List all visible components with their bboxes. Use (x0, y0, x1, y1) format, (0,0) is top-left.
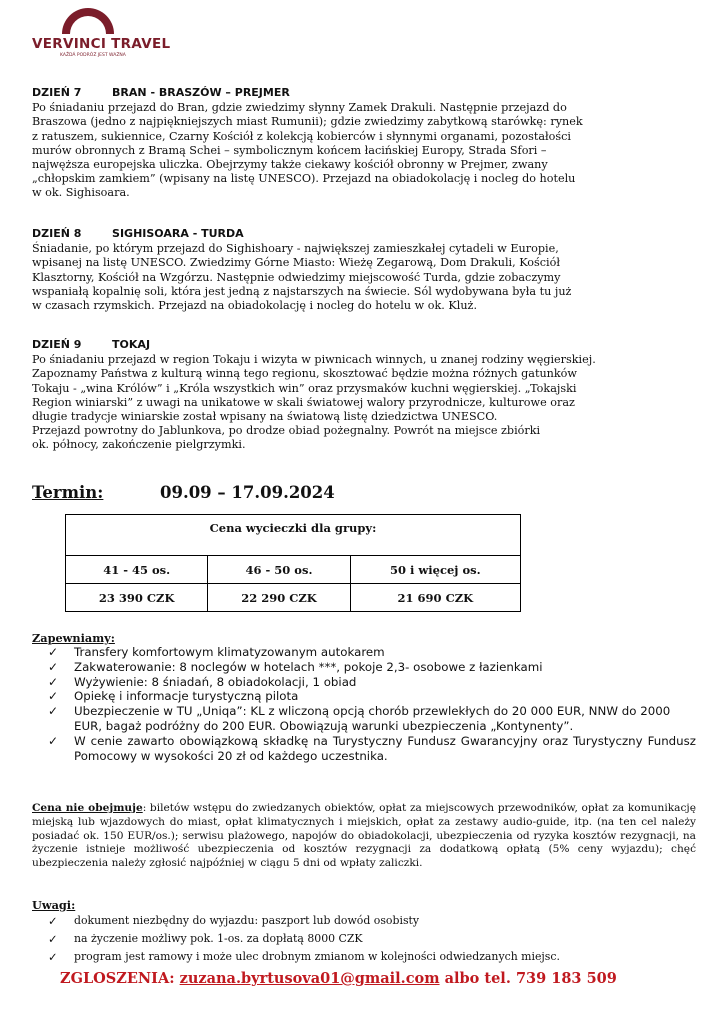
day-9-text: Po śniadaniu przejazd w region Tokaju i wizyta w piwnicach winnych, u znanej rodziny węgierskiej. Zapoznamy Państwa z kulturą winną tego regionu, skosztować będzie można różnych gatunków Tokaju - „wina Królów” i „Króla wszystkich win” oraz przysmaków kuchni węgierskiej. „Tokajski Region winiarski” z uwagi na unikatowe w skali światowej walory przyrodnicze, kulturowe oraz długie tradycje winiarskie został wpisany na światową listę dziedzictwa UNESCO. Przejazd powrotny do Jablunkova, po drodze obiad pożegnalny. Powrót na miejsce zbiórki ok. północy, zakończenie pielgrzymki. (32, 353, 596, 452)
day-9-section (32, 338, 692, 453)
excluded-section (32, 802, 696, 871)
day-8-heading (32, 227, 692, 241)
list-item-text: dokument niezbędny do wyjazdu: paszport lub dowód osobisty (74, 914, 420, 927)
contact-label: ZGLOSZENIA: (60, 970, 175, 987)
price-table-title: Cena wycieczki dla grupy: (66, 515, 521, 556)
notes-section (32, 898, 696, 966)
excluded-text: : biletów wstępu do zwiedzanych obiektów, opłat za miejscowych przewodników, opłat za komunikację miejską lub wjazdowych do miast, opłat klimatycznych i miejskich, opłat za zestawy audio-guide, itp. (na ten cel należy posiadać ok. 150 EUR/os.); serwisu plażowego, napojów do obiadokolacji, ubezpieczenia od ryzyka kosztów rezygnacji, na życzenie istnieje możliwość ubezpieczenia od kosztów rezygnacji za dodatkową opłatą (5% ceny wyjazdu); chęć ubezpieczenia należy zgłosić najpóźniej w ciągu 5 dni od wpłaty zaliczki. (32, 802, 696, 870)
checkmark-icon: ✓ (48, 733, 59, 748)
excluded-title: Cena nie obejmuje (32, 802, 143, 814)
group-size-cell: 46 - 50 os. (208, 556, 350, 584)
list-item (32, 948, 696, 966)
list-item (32, 912, 696, 930)
price-table (65, 514, 521, 612)
list-item-text: Wyżywienie: 8 śniadań, 8 obiadokolacji, 1 obiad (74, 674, 357, 689)
notes-list (32, 912, 696, 966)
price-table-group-row (66, 556, 521, 584)
price-cell: 23 390 CZK (66, 584, 208, 612)
list-item (32, 645, 696, 660)
day-9-label: DZIEŃ 9 (32, 338, 82, 351)
list-item (32, 675, 696, 690)
contact-phone: 739 183 509 (515, 970, 617, 987)
day-8-title: SIGHISOARA - TURDA (112, 227, 244, 240)
contact-email-link[interactable]: zuzana.byrtusova01@gmail.com (179, 970, 440, 987)
checkmark-icon: ✓ (48, 950, 58, 964)
group-size-cell: 41 - 45 os. (66, 556, 208, 584)
price-table-price-row (66, 584, 521, 612)
termin (32, 483, 335, 502)
list-item (32, 734, 696, 764)
list-item-text: na życzenie możliwy pok. 1-os. za dopłatą 8000 CZK (74, 932, 363, 945)
day-9-heading (32, 338, 692, 352)
price-cell: 21 690 CZK (350, 584, 520, 612)
list-item (32, 930, 696, 948)
checkmark-icon: ✓ (48, 659, 59, 674)
checkmark-icon: ✓ (48, 674, 59, 689)
price-cell: 22 290 CZK (208, 584, 350, 612)
day-8-label: DZIEŃ 8 (32, 227, 82, 240)
day-7-label: DZIEŃ 7 (32, 86, 82, 99)
day-8-section (32, 227, 692, 313)
checkmark-icon: ✓ (48, 932, 58, 946)
day-7-section (32, 86, 692, 201)
termin-dates: 09.09 – 17.09.2024 (160, 483, 335, 502)
group-size-cell: 50 i więcej os. (350, 556, 520, 584)
day-7-text: Po śniadaniu przejazd do Bran, gdzie zwiedzimy słynny Zamek Drakuli. Następnie przejazd do Braszowa (jedno z najpiękniejszych miast Rumunii); gdzie zwiedzimy zabytkową starówkę: rynek z ratuszem, sukiennice, Czarny Kościół z kolekcją kobierców i słynnymi organami, pozostałości murów obronnych z Bramą Schei – symbolicznym końcem łacińskiej Europy, Strada Sfori – najwęższa europejska uliczka. Obejrzymy także ciekawy kościół obronny w Prejmer, zwany „chłopskim zamkiem” (wpisany na listę UNESCO). Przejazd na obiadokolację i nocleg do hotelu w ok. Sighisoara. (32, 101, 583, 200)
price-table-title-row (66, 515, 521, 556)
logo-brand: VERVINCI TRAVEL (32, 36, 171, 52)
checkmark-icon: ✓ (48, 689, 59, 704)
list-item-text: W cenie zawarto obowiązkową składkę na Turystyczny Fundusz Gwarancyjny oraz Turystyczny Fundusz Pomocowy w wysokości 20 zł od każdego uczestnika. (74, 733, 696, 763)
list-item (32, 689, 696, 704)
included-title: Zapewniamy: (32, 631, 115, 645)
list-item-text: Transfery komfortowym klimatyzowanym autokarem (74, 645, 385, 659)
termin-label: Termin: (32, 483, 104, 502)
company-logo (32, 6, 171, 64)
included-section (32, 631, 696, 763)
day-9-title: TOKAJ (112, 338, 151, 351)
checkmark-icon: ✓ (48, 645, 59, 659)
checkmark-icon: ✓ (48, 914, 58, 928)
list-item (32, 660, 696, 675)
list-item-text: Opiekę i informacje turystyczną pilota (74, 689, 299, 704)
day-7-heading (32, 86, 692, 100)
list-item-text: program jest ramowy i może ulec drobnym zmianom w kolejności odwiedzanych miejsc. (74, 950, 560, 963)
list-item-text: Zakwaterowanie: 8 noclegów w hotelach ***, pokoje 2,3- osobowe z łazienkami (74, 659, 543, 674)
logo-tagline: KAŽDÁ PODRÓŻ JEST WAŻNA (60, 53, 126, 58)
checkmark-icon: ✓ (48, 704, 59, 719)
notes-title: Uwagi: (32, 898, 76, 912)
list-item-text: Ubezpieczenie w TU „Uniqa”: KL z wliczoną opcją chorób przewlekłych do 20 000 EUR, NNW do 2000 EUR, bagaż podróżny do 200 EUR. Obowiązują warunki ubezpieczenia „Kontynenty”. (74, 704, 671, 733)
contact-line (60, 970, 617, 987)
contact-middle: albo tel. (444, 970, 511, 987)
logo-arch-icon (60, 6, 116, 34)
day-8-text: Śniadanie, po którym przejazd do Sighishoary - największej zamieszkałej cytadeli w Europie, wpisanej na listę UNESCO. Zwiedzimy Górne Miasto: Wieżę Zegarową, Dom Drakuli, Kościół Klasztorny, Kościół na Wzgórzu. Następnie odwiedzimy miejscowość Turda, gdzie zobaczymy wspaniałą kopalnię soli, która jest jedną z najstarszych na świecie. Sól wydobywana była tu już w czasach rzymskich. Przejazd na obiadokolację i nocleg do hotelu w ok. Kluż. (32, 242, 572, 313)
included-list (32, 645, 696, 763)
list-item (32, 704, 696, 734)
day-7-title: BRAN - BRASZÓW – PREJMER (112, 86, 290, 99)
